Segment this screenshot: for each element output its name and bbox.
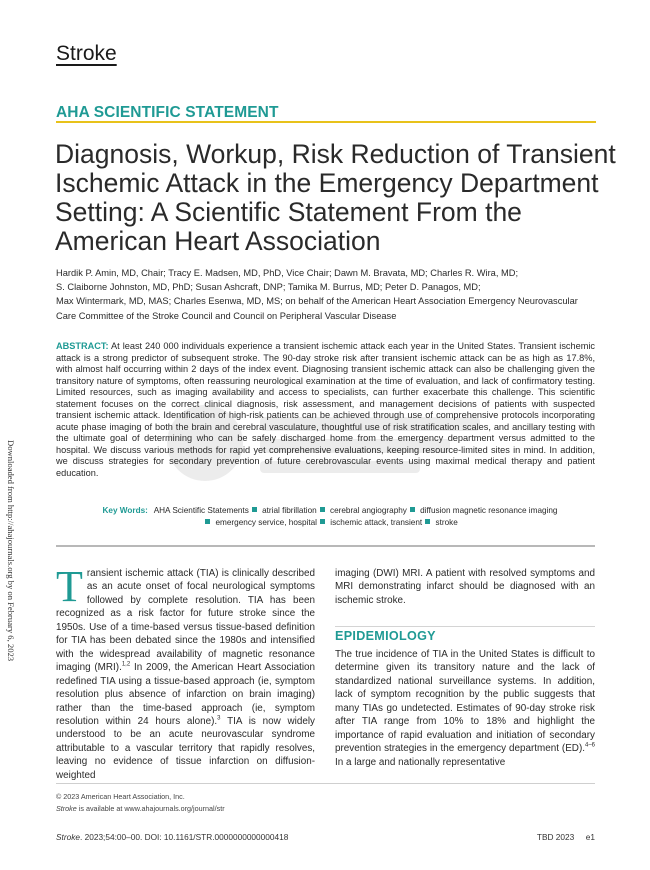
footnotes <box>56 791 225 814</box>
author-line: Max Wintermark, MD, MAS; Charles Esenwa, MD, MS; on behalf of the American Heart Association Emergency Neurovascular <box>56 296 578 307</box>
statement-divider <box>56 121 596 123</box>
footer-right <box>537 832 595 842</box>
footer-date: TBD 2023 <box>536 832 575 842</box>
footer-journal: Stroke <box>56 832 80 842</box>
keyword[interactable]: atrial fibrillation <box>262 506 317 515</box>
journal-name: Stroke <box>56 42 117 65</box>
epidemiology-text <box>335 648 595 769</box>
title-line: Ischemic Attack in the Emergency Department <box>55 168 599 198</box>
drop-cap: T <box>56 562 83 611</box>
author-line: Care Committee of the Stroke Council and Council on Peripheral Vascular Disease <box>56 310 397 321</box>
keyword[interactable]: ischemic attack, transient <box>330 518 423 527</box>
statement-type: AHA SCIENTIFIC STATEMENT <box>56 104 279 121</box>
article-title <box>55 140 615 256</box>
keyword[interactable]: diffusion magnetic resonance imaging <box>420 506 558 515</box>
keyword-separator <box>205 519 210 524</box>
abstract <box>56 341 595 480</box>
keyword[interactable]: cerebral angiography <box>329 506 407 515</box>
author-list <box>56 266 616 323</box>
citation[interactable]: 1,2 <box>121 661 131 668</box>
body-text: In 2009, the American Heart Association redefined TIA using a tissue-based approach (ie, symptom resolution plus absence of infarction on brain imaging) rather than the time-based approach (ie, symptom resolution within 24 hours alone). <box>56 662 315 727</box>
author-line: S. Claiborne Johnston, MD, PhD; Susan Ashcraft, DNP; Tamika M. Burrus, MD; Peter D. Panagos, MD; <box>56 282 481 293</box>
journal-italic: Stroke <box>56 803 77 813</box>
section-divider <box>56 545 595 547</box>
body-text: The true incidence of TIA in the United States is difficult to determine given its transitory nature and the lack of standardized national surveillance systems. In addition, lack of symptom recognition by the public suggests that many TIAs go undetected. Estimates of 90-day stroke risk after TIA range from 10% to 18% and highlight the importance of rapid evaluation and initiation of secondary prevention strategies in the emergency department (ED). <box>335 649 595 755</box>
keyword-separator <box>252 507 257 512</box>
section-heading: EPIDEMIOLOGY <box>335 626 595 643</box>
keyword[interactable]: emergency service, hospital <box>215 518 317 527</box>
author-line: Hardik P. Amin, MD, Chair; Tracy E. Madsen, MD, PhD, Vice Chair; Dawn M. Bravata, MD; Charles R. Wira, MD; <box>56 268 519 278</box>
keyword[interactable]: stroke <box>435 518 458 527</box>
citation[interactable]: 4–6 <box>584 742 595 749</box>
keywords-label: Key Words: <box>102 506 148 515</box>
page-number: e1 <box>585 832 595 842</box>
copyright-note: © 2023 American Heart Association, Inc. <box>56 792 185 801</box>
citation[interactable]: 3 <box>217 715 221 722</box>
title-line: American Heart Association <box>55 226 381 256</box>
availability-text[interactable]: is available at www.ahajournals.org/journal/str <box>76 803 225 813</box>
keyword[interactable]: AHA Scientific Statements <box>153 506 249 515</box>
keyword-separator <box>410 507 415 512</box>
title-line: Setting: A Scientific Statement From the <box>55 197 522 227</box>
abstract-label: ABSTRACT: <box>56 341 109 351</box>
body-column-left <box>56 562 315 782</box>
body-text: In a large and nationally representative <box>335 756 506 768</box>
footnote-divider <box>56 783 595 784</box>
keywords <box>95 505 565 529</box>
body-text: imaging (DWI) MRI. A patient with resolved symptoms and MRI demonstrating infarct should be diagnosed with an ischemic stroke. <box>335 568 595 606</box>
keyword-separator <box>320 519 325 524</box>
body-column-right <box>335 567 595 607</box>
page-footer <box>56 832 595 842</box>
keyword-separator <box>425 519 430 524</box>
keyword-separator <box>320 507 325 512</box>
footer-citation: . 2023;54:00–00. DOI: 10.1161/STR.0000000000000418 <box>79 832 289 842</box>
body-text: TIA is now widely understood to be an acute neurovascular syndrome attributable to a vascular territory that rapidly resolves, leaving no evidence of tissue infarction on diffusion-weighted <box>56 715 315 781</box>
abstract-text: At least 240 000 individuals experience a transient ischemic attack each year in the United States. Transient ischemic attack is a strong predictor of subsequent stroke. The 90-day stroke risk after transient ischemic attack can be as high as 17.8%, with almost half occurring within 2 days of the index event. Diagnosing transient ischemic attack can also be challenging given the transitory nature of symptoms, often reassuring neurological examination at the time of evaluation, and lack of confirmatory testing. Limited resources, such as imaging availability and access to specialists, can further exacerbate this challenge. This scientific statement focuses on the correct clinical diagnosis, risk assessment, and management decisions of patients with suspected transient ischemic attack. Identification of high-risk patients can be achieved through use of comprehensive protocols incorporating acute phase imaging of both the brain and cerebral vasculature, thoughtful use of risk stratification scales, and ancillary testing with the ultimate goal of determining who can be safely discharged home from the emergency department versus admitted to the hospital. We discuss various methods for rapid yet comprehensive evaluations, keeping resource-limited sites in mind. In addition, we discuss strategies for secondary prevention of future cerebrovascular events using maximal medical therapy and patient education. <box>56 341 596 479</box>
availability-note <box>56 803 225 815</box>
title-line: Diagnosis, Workup, Risk Reduction of Transient <box>55 139 616 169</box>
body-text: ransient ischemic attack (TIA) is clinically described as an acute onset of focal neurological symptoms followed by complete resolution. TIA has been recognized as a risk factor for future stroke since the 1950s. Use of a time-based versus tissue-based definition for TIA has been debated since the 1980s and intensified with the widespread availability of magnetic resonance imaging (MRI). <box>56 568 315 674</box>
download-note: Downloaded from http://ahajournals.org by on February 6, 2023 <box>6 440 16 662</box>
